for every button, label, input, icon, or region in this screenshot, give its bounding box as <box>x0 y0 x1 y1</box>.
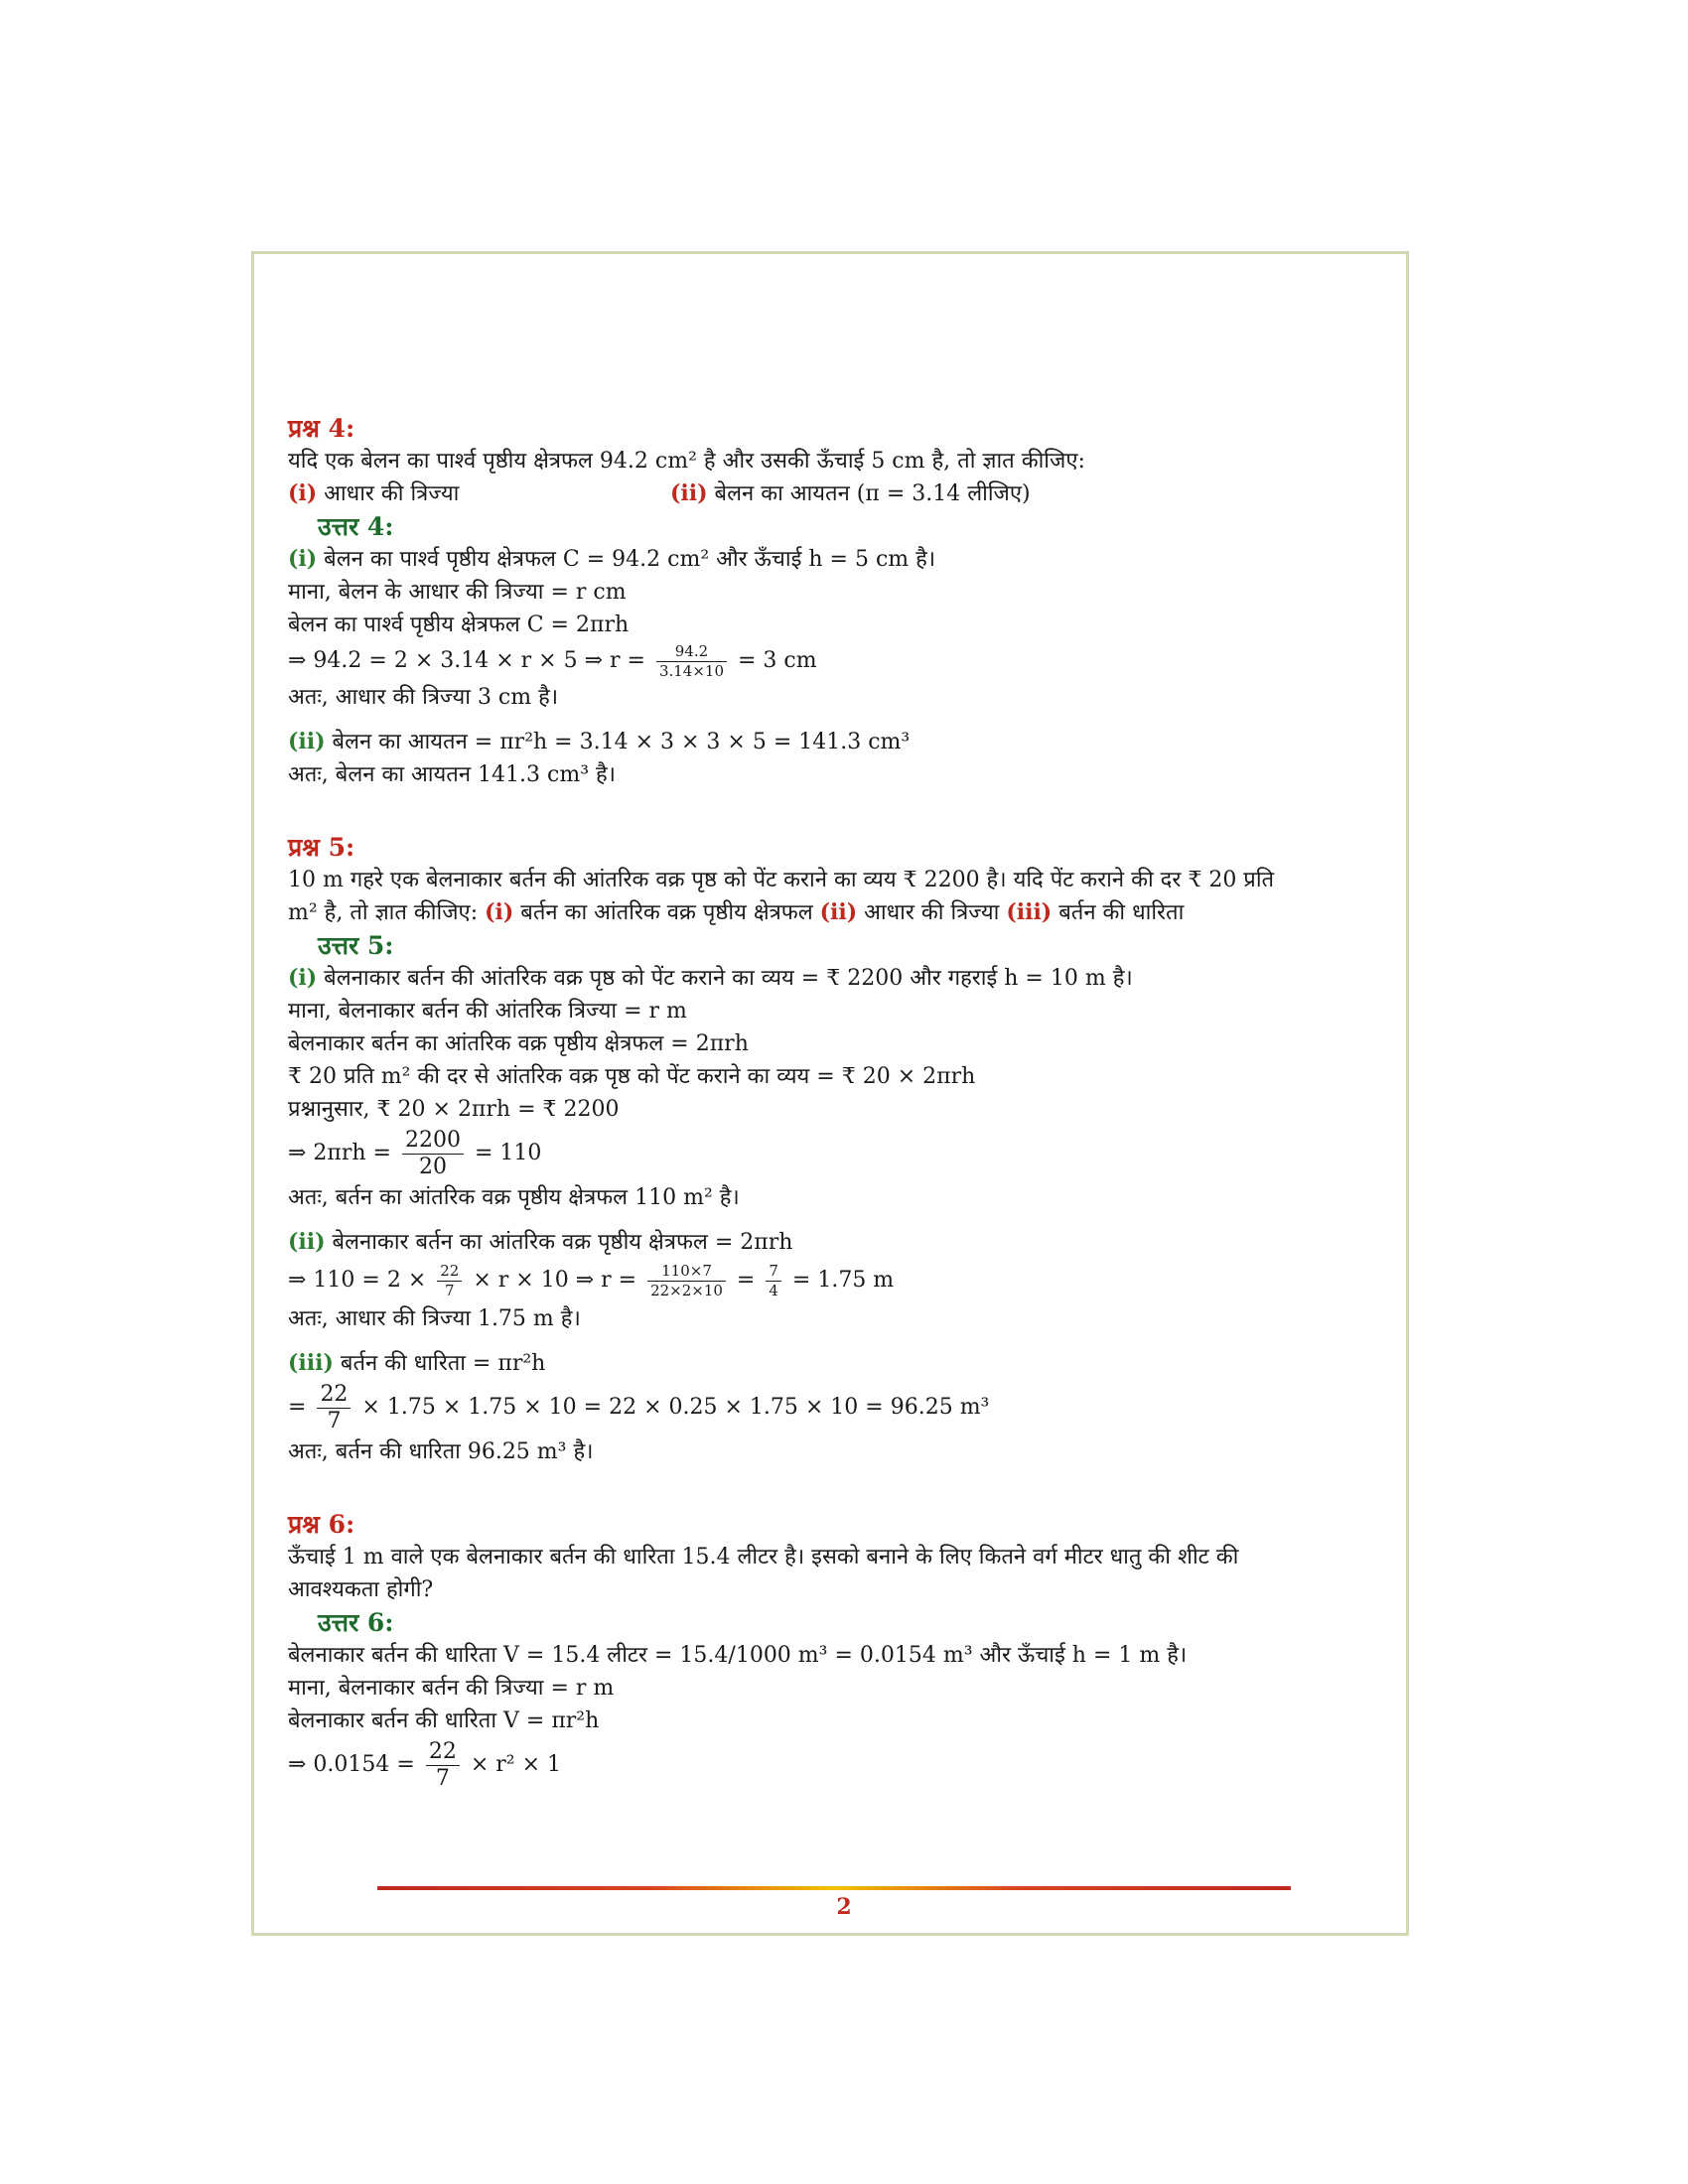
q4-option-ii-label: (ii) <box>670 480 708 506</box>
fraction-denominator: 20 <box>419 1154 447 1179</box>
fraction-denominator: 7 <box>445 1281 455 1299</box>
footer-divider <box>377 1886 1291 1890</box>
question-4-options <box>288 478 1380 510</box>
answer-5-line-3: बेलनाकार बर्तन का आंतरिक वक्र पृष्ठीय क्षेत्रफल = 2πrh <box>288 1031 749 1056</box>
q5-option-ii-text: आधार की त्रिज्या <box>857 900 1007 925</box>
answer-5-line-6-pre: ⇒ 2πrh = <box>288 1141 398 1165</box>
answer-5-line-13: अतः, बर्तन की धारिता 96.25 m³ है। <box>288 1439 594 1464</box>
answer-5-line-5: प्रश्नानुसार, ₹ 20 × 2πrh = ₹ 2200 <box>288 1097 620 1122</box>
answer-6-fraction <box>426 1738 460 1791</box>
answer-5-line-4: ₹ 20 प्रति m² की दर से आंतरिक वक्र पृष्ठ को पेंट कराने का व्यय = ₹ 20 × 2πrh <box>288 1064 976 1089</box>
answer-4-line-7: अतः, बेलन का आयतन 141.3 cm³ है। <box>288 762 617 787</box>
answer-6-title: उत्तर 6: <box>318 1608 394 1637</box>
question-6-text-2: आवश्यकता होगी? <box>288 1577 434 1602</box>
question-6-text-1: ऊँचाई 1 m वाले एक बेलनाकार बर्तन की धारिता 15.4 लीटर है। इसको बनाने के लिए कितने वर्ग मीटर धातु की शीट की <box>288 1545 1239 1570</box>
answer-5-line-10: अतः, आधार की त्रिज्या 1.75 m है। <box>288 1306 581 1331</box>
q5-option-i-label: (i) <box>485 899 514 925</box>
fraction-numerator: 94.2 <box>656 644 727 662</box>
answer-4-part-ii-label: (ii) <box>288 729 326 754</box>
answer-4-line-3: बेलन का पार्श्व पृष्ठीय क्षेत्रफल C = 2πrh <box>288 613 630 637</box>
fraction-denominator: 22×2×10 <box>650 1281 723 1299</box>
question-4-text: यदि एक बेलन का पार्श्व पृष्ठीय क्षेत्रफल 94.2 cm² है और उसकी ऊँचाई 5 cm है, तो ज्ञात कीजिए: <box>288 449 1085 474</box>
q4-option-ii-text: बेलन का आयतन (π = 3.14 लीजिए) <box>707 481 1031 506</box>
answer-4-part-i-text: बेलन का पार्श्व पृष्ठीय क्षेत्रफल C = 94.2 cm² और ऊँचाई h = 5 cm है। <box>317 547 936 572</box>
answer-6-line-4 <box>288 1737 1380 1793</box>
answer-6-line-4-pre: ⇒ 0.0154 = <box>288 1752 422 1777</box>
question-5-title: प्रश्न 5: <box>288 833 355 862</box>
answer-5-part-iii <box>288 1347 1380 1380</box>
answer-5-line-12 <box>288 1380 1380 1435</box>
answer-5-line-9 <box>288 1259 1380 1302</box>
question-6-title: प्रश्न 6: <box>288 1510 355 1539</box>
q5-option-i-text: बर्तन का आंतरिक वक्र पृष्ठीय क्षेत्रफल <box>513 900 820 925</box>
answer-4-title: उत्तर 4: <box>318 512 394 541</box>
answer-4-part-i-label: (i) <box>288 546 318 572</box>
answer-5-part-ii-text: बेलनाकार बर्तन का आंतरिक वक्र पृष्ठीय क्षेत्रफल = 2πrh <box>325 1230 793 1255</box>
q5-option-iii-label: (iii) <box>1006 899 1053 925</box>
answer-6-line-4-post: × r² × 1 <box>463 1752 562 1777</box>
question-5-text-1: 10 m गहरे एक बेलनाकार बर्तन की आंतरिक वक्र पृष्ठ को पेंट कराने का व्यय ₹ 2200 है। यदि पेंट कराने की दर ₹ 20 प्रति <box>288 868 1275 892</box>
page-content <box>288 402 1380 1793</box>
question-4-title: प्रश्न 4: <box>288 414 355 443</box>
answer-5-line-12-pre: = <box>288 1395 314 1420</box>
fraction-denominator: 7 <box>435 1765 450 1791</box>
answer-4-line-2: माना, बेलन के आधार की त्रिज्या = r cm <box>288 580 627 605</box>
answer-5-line-6 <box>288 1126 1380 1181</box>
page-number: 2 <box>836 1894 852 1920</box>
answer-5-line-6-post: = 110 <box>468 1141 542 1165</box>
answer-6-line-3: बेलनाकार बर्तन की धारिता V = πr²h <box>288 1708 600 1733</box>
q5-option-ii-label: (ii) <box>819 899 858 925</box>
answer-5-line-7: अतः, बर्तन का आंतरिक वक्र पृष्ठीय क्षेत्रफल 110 m² है। <box>288 1185 740 1210</box>
fraction-numerator: 22 <box>317 1384 351 1409</box>
answer-4-part-ii-text: बेलन का आयतन = πr²h = 3.14 × 3 × 3 × 5 = 141.3 cm³ <box>325 730 911 754</box>
answer-5-line-9-post: = 1.75 m <box>784 1268 895 1293</box>
answer-5-fraction-5 <box>317 1381 351 1433</box>
fraction-numerator: 2200 <box>402 1130 464 1155</box>
answer-4-part-ii <box>288 726 1380 758</box>
answer-5-fraction-4 <box>766 1261 781 1299</box>
answer-6-line-1: बेलनाकार बर्तन की धारिता V = 15.4 लीटर = 15.4/1000 m³ = 0.0154 m³ और ऊँचाई h = 1 m है। <box>288 1643 1188 1668</box>
fraction-numerator: 22 <box>437 1264 462 1282</box>
answer-4-line-5: अतः, आधार की त्रिज्या 3 cm है। <box>288 685 559 710</box>
answer-5-line-9-pre: ⇒ 110 = 2 × <box>288 1268 434 1293</box>
fraction-numerator: 22 <box>426 1741 460 1766</box>
q4-option-i-text: आधार की त्रिज्या <box>317 481 460 506</box>
answer-5-part-ii-label: (ii) <box>288 1229 326 1255</box>
fraction-denominator: 3.14×10 <box>658 661 725 680</box>
answer-4-fraction <box>656 641 727 680</box>
answer-5-fraction-2 <box>437 1261 462 1299</box>
answer-5-line-2: माना, बेलनाकार बर्तन की आंतरिक त्रिज्या = r m <box>288 999 687 1024</box>
answer-4-line-4 <box>288 641 1380 681</box>
answer-4-line-4-post: = 3 cm <box>731 648 817 673</box>
q4-option-i-label: (i) <box>288 480 318 506</box>
answer-5-fraction-1 <box>402 1127 464 1179</box>
answer-5-part-i-text: बेलनाकार बर्तन की आंतरिक वक्र पृष्ठ को पेंट कराने का व्यय = ₹ 2200 और गहराई h = 10 m है। <box>317 966 1133 991</box>
fraction-numerator: 7 <box>766 1264 781 1282</box>
answer-5-line-12-post: × 1.75 × 1.75 × 10 = 22 × 0.25 × 1.75 × 10 = 96.25 m³ <box>354 1395 990 1420</box>
answer-5-title: उत्तर 5: <box>318 931 394 960</box>
answer-4-line-4-pre: ⇒ 94.2 = 2 × 3.14 × r × 5 ⇒ r = <box>288 648 652 673</box>
answer-5-part-ii <box>288 1226 1380 1259</box>
answer-5-part-iii-label: (iii) <box>288 1350 334 1376</box>
answer-6-line-2: माना, बेलनाकार बर्तन की त्रिज्या = r m <box>288 1676 615 1701</box>
answer-5-fraction-3 <box>647 1261 726 1299</box>
answer-5-part-iii-text: बर्तन की धारिता = πr²h <box>333 1351 546 1376</box>
question-5-text-2 <box>288 896 1380 929</box>
answer-5-line-9-mid: × r × 10 ⇒ r = <box>466 1268 644 1293</box>
answer-5-part-i <box>288 962 1380 995</box>
answer-5-line-9-eq: = <box>729 1268 763 1293</box>
answer-4-part-i <box>288 543 1380 576</box>
fraction-numerator: 110×7 <box>647 1264 726 1282</box>
question-5-text-2-pre: m² है, तो ज्ञात कीजिए: <box>288 900 486 925</box>
fraction-denominator: 7 <box>327 1408 342 1433</box>
q5-option-iii-text: बर्तन की धारिता <box>1052 900 1185 925</box>
answer-5-part-i-label: (i) <box>288 965 318 991</box>
fraction-denominator: 4 <box>769 1281 778 1299</box>
